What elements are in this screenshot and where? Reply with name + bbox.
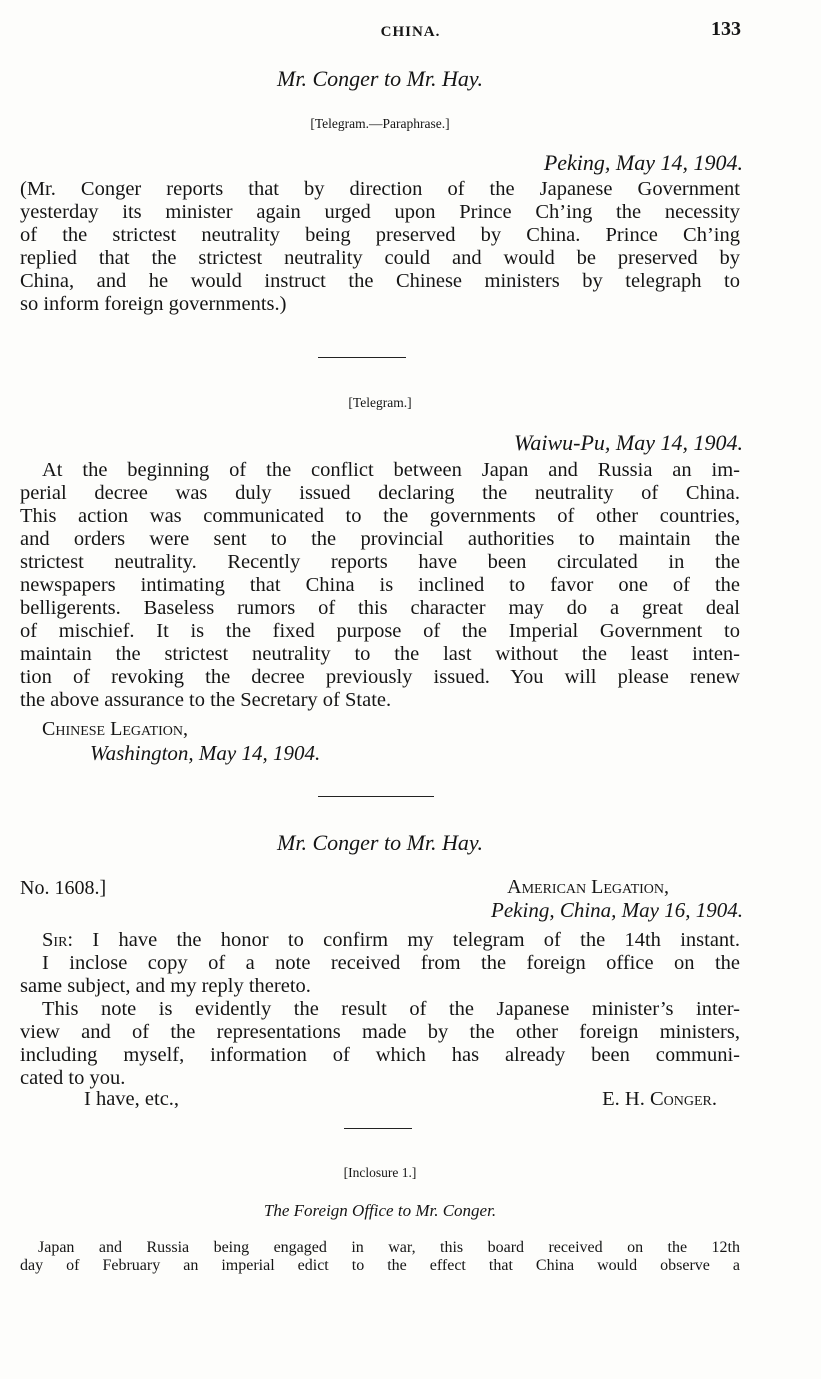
text-line: yesterday its minister again urged upon Prince Ch’ing the necessity	[20, 201, 740, 223]
text-line: and orders were sent to the provincial authorities to maintain the	[20, 528, 740, 550]
section2-dateline: Waiwu-Pu, May 14, 1904.	[514, 430, 743, 455]
text-line: perial decree was duly issued declaring the neutrality of China.	[20, 482, 740, 504]
section3-para1	[20, 929, 740, 998]
text-line: belligerents. Baseless rumors of this character may do a great deal	[20, 597, 740, 619]
page-number: 133	[711, 18, 741, 40]
text-line: Japan and Russia being engaged in war, this board received on the 12th	[38, 1239, 740, 1256]
text-line: China, and he would instruct the Chinese ministers by telegraph to	[20, 270, 740, 292]
text-line: view and of the representations made by the other foreign ministers,	[20, 1021, 740, 1043]
text-line: so inform foreign governments.)	[20, 293, 287, 315]
text-line: the above assurance to the Secretary of State.	[20, 689, 392, 711]
section4-label: [Inclosure 1.]	[343, 1165, 417, 1180]
divider-rule	[318, 357, 406, 358]
closing: I have, etc.,	[84, 1088, 180, 1110]
section3-para2	[20, 998, 740, 1090]
divider-rule	[318, 796, 434, 797]
text-line: This action was communicated to the governments of other countries,	[20, 505, 740, 527]
text-line: replied that the strictest neutrality could and would be preserved by	[20, 247, 740, 269]
text-line: of the strictest neutrality being preserved by China. Prince Ch’ing	[20, 224, 740, 246]
text-line: newspapers intimating that China is inclined to favor one of the	[20, 574, 740, 596]
despatch-number: No. 1608.]	[20, 877, 107, 899]
text-line: of mischief. It is the fixed purpose of the Imperial Government to	[20, 620, 740, 642]
section4-heading: The Foreign Office to Mr. Conger.	[263, 1201, 497, 1220]
text-line: same subject, and my reply thereto.	[20, 975, 311, 997]
signature-org: Chinese Legation,	[42, 718, 188, 740]
section1-dateline: Peking, May 14, 1904.	[543, 150, 743, 175]
section1-heading: Mr. Conger to Mr. Hay.	[277, 66, 483, 91]
text-line: I inclose copy of a note received from the foreign office on the	[42, 952, 740, 974]
signature: E. H. Conger.	[602, 1088, 717, 1110]
text-line: including myself, information of which has already been communi-	[20, 1044, 740, 1066]
section2-body	[20, 459, 740, 712]
text-line: tion of revoking the decree previously issued. You will please renew	[20, 666, 740, 688]
text-line: cated to you.	[20, 1067, 126, 1089]
section3-heading: Mr. Conger to Mr. Hay.	[277, 830, 483, 855]
salutation: Sir:	[42, 929, 74, 951]
text-line: day of February an imperial edict to the effect that China would observe a	[20, 1257, 740, 1274]
section3-dateline: Peking, China, May 16, 1904.	[491, 898, 743, 922]
text-line: maintain the strictest neutrality to the last without the least inten-	[20, 643, 740, 665]
running-head: CHINA.	[380, 24, 441, 40]
text-line: Sir: I have the honor to confirm my telegram of the 14th instant.	[42, 929, 740, 951]
text-line: (Mr. Conger reports that by direction of the Japanese Government	[20, 178, 740, 200]
section1-body	[20, 178, 740, 316]
legation-name: American Legation,	[507, 876, 669, 898]
signature-place: Washington, May 14, 1904.	[90, 741, 321, 765]
section1-label: [Telegram.—Paraphrase.]	[310, 116, 450, 131]
text-line: This note is evidently the result of the Japanese minister’s inter-	[42, 998, 740, 1020]
section4-body	[20, 1239, 740, 1275]
text-line: strictest neutrality. Recently reports have been circulated in the	[20, 551, 740, 573]
section2-label: [Telegram.]	[348, 395, 412, 410]
text-line: At the beginning of the conflict between Japan and Russia an im-	[42, 459, 740, 481]
divider-rule	[344, 1128, 412, 1129]
